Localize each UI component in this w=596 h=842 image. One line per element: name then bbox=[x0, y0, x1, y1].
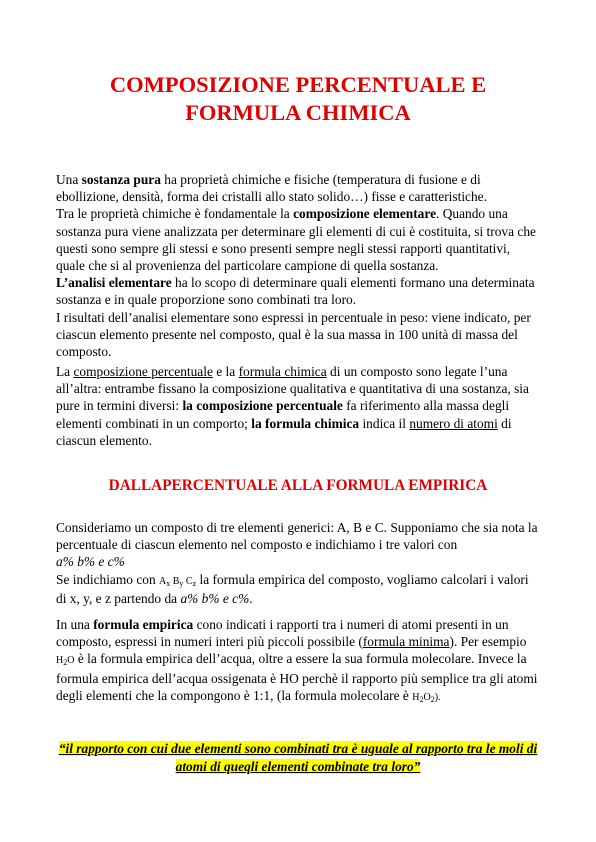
formula-symbol: A bbox=[159, 575, 167, 587]
highlighted-quote bbox=[56, 740, 540, 775]
formula-subscript: 2 bbox=[419, 694, 424, 704]
italic-term: a% b% e c% bbox=[56, 554, 125, 570]
text-run: I risultati dell’analisi elementare sono espressi in percentuale in peso: viene indicato, per ciascun elemento presente nel composto, qual è la sua massa in 100 unità di massa del composto. bbox=[56, 309, 531, 360]
underlined-term: numero di atomi bbox=[409, 415, 498, 431]
text-run: . Quando una sostanza pura viene analizzata per determinare gli elementi di cui è costituita, si trova che questi sono sempre gli stessi e sono presenti sempre negli stessi rapporti quantitativi, quale che si al provenienza del particolare campione di quella sostanza. bbox=[56, 206, 536, 274]
empirical-formula-paragraph bbox=[56, 616, 540, 706]
text-run: ha proprietà chimiche e fisiche (temperatura di fusione e di ebollizione, densità, forma dei cristalli allo stato solido…) fisse e caratteristiche. bbox=[56, 172, 487, 205]
quote-text: “il rapporto con cui due elementi sono combinati tra è uguale al rapporto tra le moli di atomi di queqli elementi combinate tra loro” bbox=[58, 741, 538, 774]
italic-term: a% b% e c% bbox=[180, 590, 250, 606]
text-run: fa riferimento alla massa degli elementi combinati in un comporto; bbox=[56, 398, 510, 431]
composition-paragraph bbox=[56, 363, 540, 449]
text-run: è la formula empirica dell’acqua, oltre a essere la sua formula molecolare. Invece la formula empirica dell’acqua ossigenata è HO perchè il rapporto più semplice tra gli atomi degli elementi che la compongono è 1:1, (la formula molecolare è bbox=[56, 651, 538, 703]
text-run: La bbox=[56, 364, 74, 379]
formula-subscript: z bbox=[192, 578, 197, 588]
text-run: Tra le proprietà chimiche è fondamentale la bbox=[56, 206, 294, 222]
text-run: e la bbox=[212, 364, 239, 379]
text-run: ). bbox=[434, 691, 441, 703]
text-run: Se indichiamo con bbox=[56, 571, 160, 587]
underlined-term: formula minima bbox=[362, 634, 450, 650]
text-run: In una bbox=[56, 617, 94, 632]
bold-term: composizione elementare bbox=[293, 206, 437, 222]
formula-symbol: B bbox=[170, 575, 180, 587]
generic-compound-paragraph bbox=[56, 519, 540, 607]
formula-subscript: 2 bbox=[63, 658, 68, 668]
formula-symbol: O bbox=[67, 655, 75, 667]
underlined-term: composizione percentuale bbox=[73, 364, 213, 379]
text-run: Consideriamo un composto di tre elementi generici: A, B e C. Supponiamo che sia nota la percentuale di ciascun elemento nel composto e indichiamo i tre valori con bbox=[56, 520, 538, 553]
formula-subscript: y bbox=[179, 578, 184, 588]
text-run: indica il bbox=[359, 415, 410, 431]
text-run: ). Per esempio bbox=[449, 634, 527, 650]
page-title bbox=[56, 71, 540, 127]
formula-symbol: H bbox=[56, 655, 64, 667]
bold-term: L’analisi elementare bbox=[56, 275, 172, 291]
formula-subscript: 2 bbox=[430, 694, 435, 704]
text-run: cono indicati i rapporti tra i numeri di atomi presenti in un composto, espressi in numeri interi più piccoli possibile ( bbox=[56, 617, 509, 650]
page-title-line1: COMPOSIZIONE PERCENTUALE E bbox=[109, 72, 487, 97]
page-title-line2: FORMULA CHIMICA bbox=[185, 100, 411, 125]
text-run: . bbox=[249, 590, 253, 606]
formula-subscript: x bbox=[166, 578, 171, 588]
underlined-term: formula chimica bbox=[238, 364, 327, 379]
bold-term: la formula chimica bbox=[251, 415, 360, 431]
bold-term: sostanza pura bbox=[81, 172, 161, 187]
text-run: di ciascun elemento. bbox=[56, 415, 512, 448]
bold-term: formula empirica bbox=[93, 617, 194, 632]
formula-symbol: O bbox=[423, 691, 431, 703]
text-run: di un composto sono legate l’una all’altra: entrambe fissano la composizione qualitativa e quantitativa di una sostanza, sia pure in termini diversi: bbox=[56, 364, 529, 414]
text-run: Una bbox=[56, 172, 82, 187]
text-run: ha lo scopo di determinare quali elementi formano una determinata sostanza e in quale proporzione sono combinati tra loro. bbox=[56, 275, 535, 308]
formula-symbol: C bbox=[183, 575, 193, 587]
formula-symbol: H bbox=[412, 691, 420, 703]
bold-term: la composizione percentuale bbox=[182, 398, 343, 414]
section-title: DALLAPERCENTUALE ALLA FORMULA EMPIRICA bbox=[108, 477, 488, 494]
intro-paragraph bbox=[56, 171, 540, 360]
text-run: la formula empirica del composto, vogliamo calcolari i valori di x, y, e z partendo da bbox=[56, 571, 529, 606]
